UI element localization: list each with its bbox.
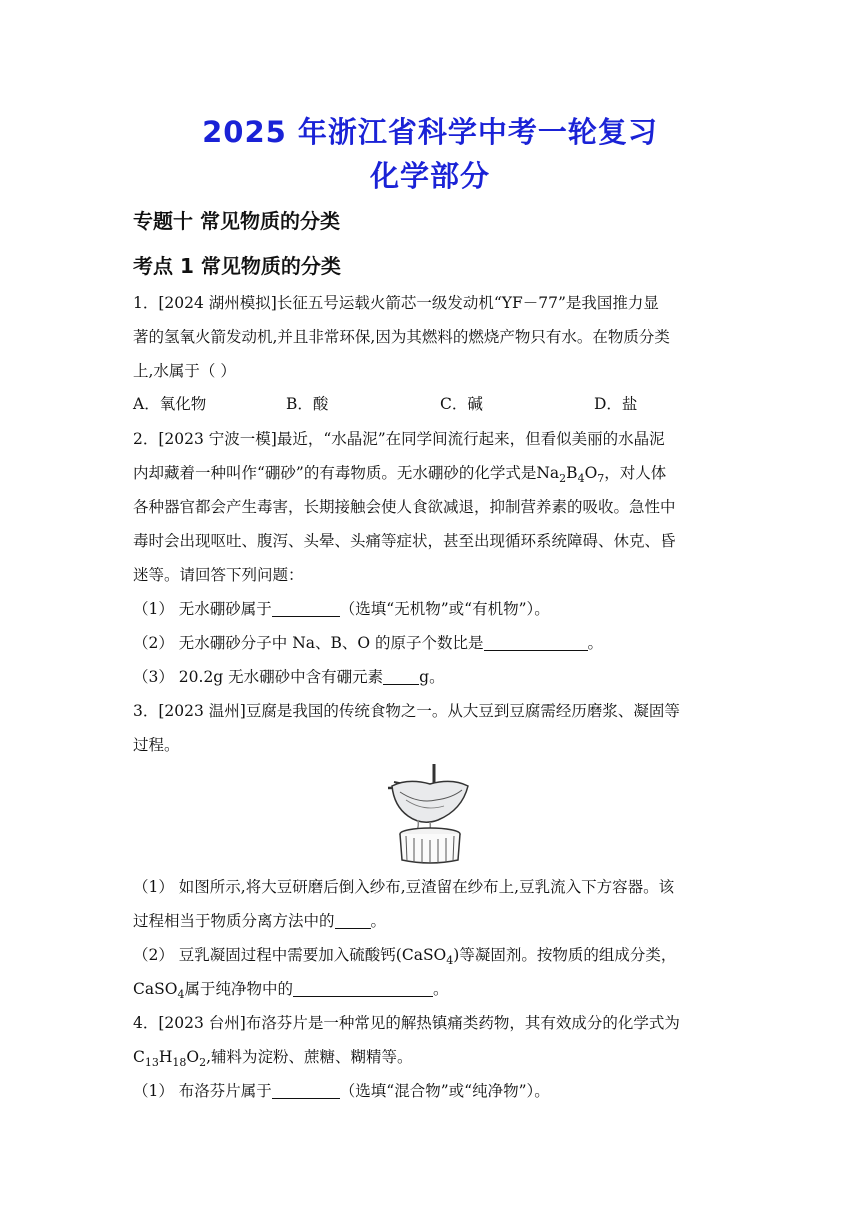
q2-line-5: 迷等。请回答下列问题： bbox=[133, 566, 304, 584]
topic-heading: 专题十 常见物质的分类 bbox=[133, 209, 340, 233]
q1-option-a: A．氧化物 bbox=[133, 395, 207, 413]
q3-line-1: 3．[2023 温州]豆腐是我国的传统食物之一。从大豆到豆腐需经历磨浆、凝固等 bbox=[133, 702, 680, 720]
q3-sub-1-line-1: （1） 如图所示,将大豆研磨后倒入纱布,豆渣留在纱布上,豆乳流入下方容器。该 bbox=[133, 878, 675, 896]
q1-line-3: 上,水属于（ ） bbox=[133, 362, 236, 380]
answer-blank[interactable] bbox=[484, 634, 588, 651]
tofu-filter-illustration bbox=[378, 764, 482, 864]
answer-blank[interactable] bbox=[383, 668, 419, 685]
q2-sub-1: （1） 无水硼砂属于 （选填“无机物”或“有机物”）。 bbox=[133, 600, 550, 618]
document-subtitle: 化学部分 bbox=[369, 159, 490, 193]
document-title: 2025 年浙江省科学中考一轮复习 bbox=[202, 115, 658, 149]
q4-line-2: $C_{13}H_{18}O_2$,辅料为淀粉、蔗糖、糊精等。 bbox=[133, 1048, 413, 1070]
q2-line-4: 毒时会出现呕吐、腹泻、头晕、头痛等症状，甚至出现循环系统障碍、休克、昏 bbox=[133, 532, 676, 550]
q2-line-2-text: 内却藏着一种叫作“硼砂”的有毒物质。无水硼砂的化学式是 bbox=[133, 464, 537, 482]
q4-formula: $C_{13}H_{18}O_2$ bbox=[133, 1048, 207, 1070]
q1-option-b: B．酸 bbox=[286, 395, 329, 413]
q1-line-2: 著的氢氧火箭发动机,并且非常环保,因为其燃料的燃烧产物只有水。在物质分类 bbox=[133, 328, 670, 346]
q2-sub-3: （3） 20.2g 无水硼砂中含有硼元素 g。 bbox=[133, 668, 445, 686]
q3-line-2: 过程。 bbox=[133, 736, 180, 754]
answer-blank[interactable] bbox=[272, 1082, 340, 1099]
q4-sub-1: （1） 布洛芬片属于 （选填“混合物”或“纯净物”）。 bbox=[133, 1082, 550, 1100]
q2-line-1: 2．[2023 宁波一模]最近，“水晶泥”在同学间流行起来，但看似美丽的水晶泥 bbox=[133, 430, 665, 448]
q4-line-1: 4．[2023 台州]布洛芬片是一种常见的解热镇痛类药物，其有效成分的化学式为 bbox=[133, 1014, 680, 1032]
answer-blank[interactable] bbox=[272, 600, 340, 617]
point-heading: 考点 1 常见物质的分类 bbox=[133, 254, 341, 278]
q2-formula: $Na_2B_4O_7$ bbox=[536, 464, 605, 486]
q2-line-3: 各种器官都会产生毒害，长期接触会使人食欲减退，抑制营养素的吸收。急性中 bbox=[133, 498, 676, 516]
answer-blank[interactable] bbox=[335, 912, 371, 929]
q2-sub-2: （2） 无水硼砂分子中 Na、B、O 的原子个数比是 。 bbox=[133, 634, 604, 652]
q1-option-d: D．盐 bbox=[594, 395, 638, 413]
answer-blank[interactable] bbox=[293, 980, 433, 997]
q3-sub-1-line-2: 过程相当于物质分离方法中的 。 bbox=[133, 912, 387, 930]
q3-sub-2-line-1: （2） 豆乳凝固过程中需要加入硫酸钙(CaSO$_4$)等凝固剂。按物质的组成分类， bbox=[133, 946, 677, 968]
q2-line-2: 内却藏着一种叫作“硼砂”的有毒物质。无水硼砂的化学式是$Na_2B_4O_7$，对人体 bbox=[133, 464, 667, 486]
q1-line-1: 1．[2024 湖州模拟]长征五号运载火箭芯一级发动机“YF－77”是我国推力显 bbox=[133, 294, 659, 312]
q1-option-c: C．碱 bbox=[440, 395, 483, 413]
q3-sub-2-line-2: CaSO$_4$属于纯净物中的 。 bbox=[133, 980, 449, 1002]
